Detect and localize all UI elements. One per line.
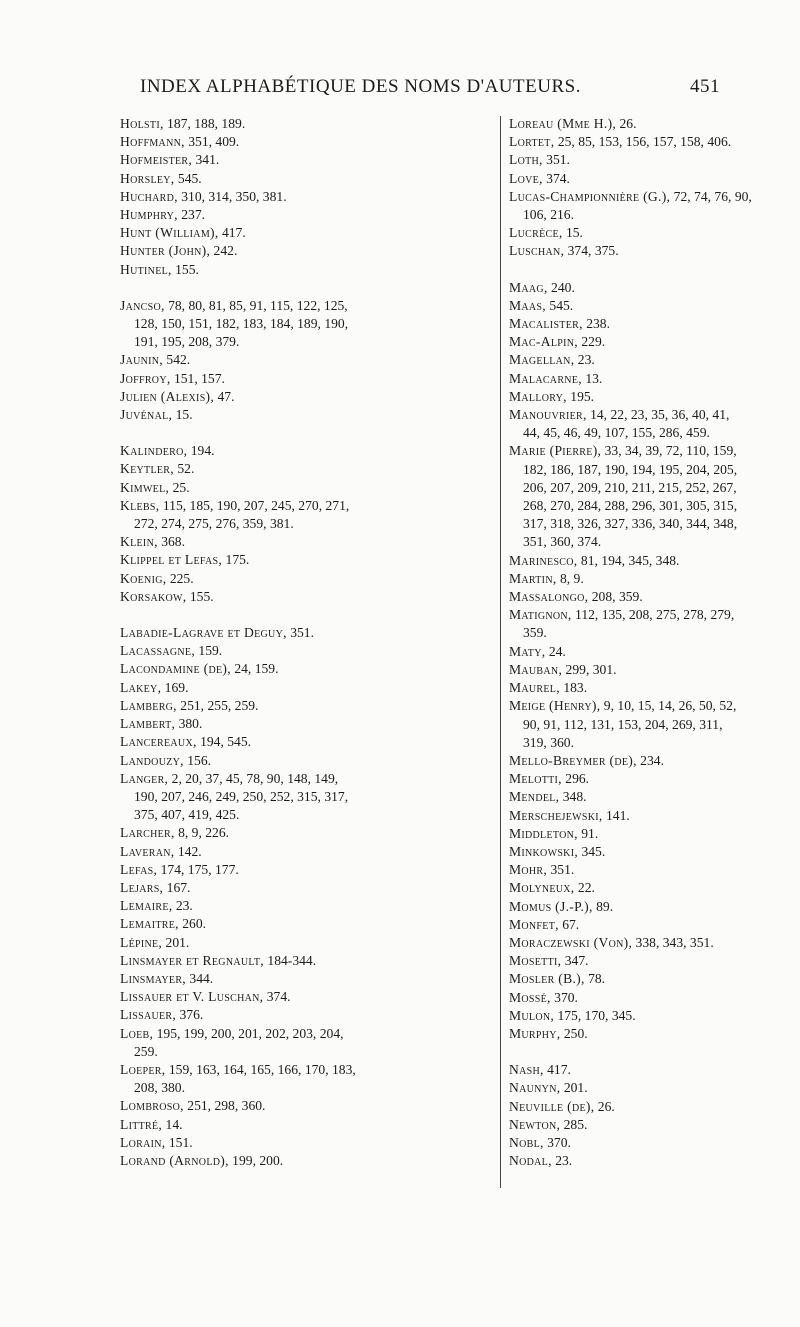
- index-entry: [509, 588, 800, 606]
- author-name: Loeb,: [120, 1025, 154, 1041]
- page-references: 14.: [162, 1116, 183, 1132]
- index-column-right: [509, 115, 800, 1170]
- page-references: 115, 185, 190, 207, 245, 270, 271, 272, 274, 275, 276, 359, 381.: [134, 497, 350, 532]
- page-references: 81, 194, 345, 348.: [577, 552, 680, 568]
- page-references: 26.: [616, 116, 637, 131]
- author-name: Lucrèce,: [509, 225, 563, 241]
- author-name: Hutinel,: [120, 261, 172, 277]
- index-entry: [509, 843, 800, 861]
- page-references: 201.: [560, 1080, 588, 1096]
- author-name: Lombroso,: [120, 1098, 184, 1114]
- author-name: Luschan,: [509, 243, 565, 259]
- author-name: Mulon,: [509, 1007, 555, 1023]
- author-name: Maas,: [509, 297, 546, 313]
- index-entry: [120, 1152, 492, 1170]
- page-references: 52.: [173, 461, 195, 477]
- author-name: Molyneux,: [509, 880, 575, 896]
- page-references: 89.: [592, 898, 614, 914]
- index-entry: [120, 370, 492, 388]
- page-references: 351, 409.: [184, 134, 240, 150]
- page-references: 169.: [161, 679, 189, 695]
- author-name: Maurel,: [509, 680, 560, 696]
- index-entry: [120, 297, 492, 352]
- author-name: Nash,: [509, 1062, 544, 1078]
- index-entry: [509, 606, 800, 642]
- index-entry: [120, 224, 492, 242]
- index-entry: [120, 733, 492, 751]
- author-name: Lambert,: [120, 716, 176, 732]
- author-name: Langer,: [120, 770, 169, 786]
- author-name: Loth,: [509, 152, 543, 168]
- index-entry: [509, 752, 800, 770]
- author-name: Mendel,: [509, 789, 560, 805]
- section-gap: [509, 1043, 800, 1061]
- page-references: 229.: [577, 334, 606, 350]
- author-name: Lamberg,: [120, 697, 177, 713]
- page-references: 184-344.: [264, 952, 317, 968]
- author-name: Magellan,: [509, 352, 575, 368]
- page-references: 368.: [157, 534, 185, 550]
- index-entry: [509, 1098, 800, 1116]
- author-name: Minkowski,: [509, 843, 579, 859]
- author-name: Klebs,: [120, 497, 160, 513]
- author-name: Merschejewski,: [509, 807, 603, 823]
- index-entry: [120, 497, 492, 533]
- index-entry: [509, 952, 800, 970]
- author-name: Klein,: [120, 534, 158, 550]
- author-name: Melotti,: [509, 771, 562, 787]
- author-name: Love,: [509, 170, 543, 186]
- author-name: Mac-Alpin,: [509, 334, 578, 350]
- page-references: 15.: [172, 407, 193, 423]
- page-references: 338, 343, 351.: [632, 934, 714, 950]
- page-references: 151, 157.: [170, 370, 225, 386]
- index-entry: [120, 406, 492, 424]
- author-name: Monfet,: [509, 916, 559, 932]
- index-entry: [120, 988, 492, 1006]
- index-entry: [509, 242, 800, 260]
- index-entry: [509, 370, 800, 388]
- author-name: Neuville (de),: [509, 1098, 595, 1114]
- index-entry: [120, 752, 492, 770]
- author-name: Lemaire,: [120, 898, 173, 914]
- index-entry: [509, 315, 800, 333]
- author-name: Larcher,: [120, 825, 175, 841]
- author-name: Klippel et Lefas,: [120, 552, 223, 568]
- page-references: 2, 20, 37, 45, 78, 90, 148, 149, 190, 207, 246, 249, 250, 252, 315, 317, 375, 407, 419, 425.: [134, 770, 349, 823]
- index-entry: [509, 643, 800, 661]
- page-references: 159.: [195, 643, 223, 659]
- index-entry: [120, 861, 492, 879]
- section-gap: [120, 279, 492, 297]
- page-references: 175.: [222, 552, 250, 568]
- page-references: 285.: [560, 1116, 588, 1132]
- index-entry: [509, 1007, 800, 1025]
- page-references: 156.: [183, 752, 212, 768]
- index-entry: [120, 624, 492, 642]
- author-name: Newton,: [509, 1116, 561, 1132]
- author-name: Lejars,: [120, 879, 164, 895]
- index-entry: [120, 952, 492, 970]
- author-name: Linsmayer,: [120, 970, 187, 986]
- page-references: 25.: [169, 479, 190, 495]
- author-name: Maty,: [509, 643, 546, 659]
- index-entry: [509, 770, 800, 788]
- page-number: 451: [690, 76, 720, 97]
- index-entry: [120, 188, 492, 206]
- index-entry: [509, 788, 800, 806]
- index-entry: [509, 224, 800, 242]
- index-entry: [509, 1025, 800, 1043]
- author-name: Malacarne,: [509, 370, 582, 386]
- author-name: Mello-Breymer (de),: [509, 752, 637, 768]
- page-references: 374.: [263, 989, 291, 1005]
- page-references: 208, 359.: [588, 589, 643, 605]
- author-name: Koenig,: [120, 570, 167, 586]
- page-references: 13.: [581, 370, 603, 386]
- author-name: Manouvrier,: [509, 407, 587, 423]
- index-entry: [120, 533, 492, 551]
- index-entry: [509, 1152, 800, 1170]
- index-entry: [120, 915, 492, 933]
- page-references: 15.: [562, 225, 583, 241]
- section-gap: [509, 261, 800, 279]
- author-name: Massalongo,: [509, 589, 589, 605]
- author-name: Maag,: [509, 279, 548, 295]
- page-references: 23.: [574, 352, 595, 368]
- index-entry: [509, 989, 800, 1007]
- index-entry: [509, 934, 800, 952]
- index-entry: [509, 1079, 800, 1097]
- index-column-left: [120, 115, 492, 1170]
- index-entry: [120, 551, 492, 569]
- index-entry: [509, 916, 800, 934]
- author-name: Loreau (Mme H.),: [509, 116, 617, 131]
- index-entry: [120, 1025, 492, 1061]
- page-references: 250.: [560, 1025, 588, 1041]
- page-references: 24.: [545, 643, 566, 659]
- index-entry: [509, 570, 800, 588]
- author-name: Matignon,: [509, 607, 572, 623]
- index-entry: [120, 115, 492, 133]
- author-name: Lacassagne,: [120, 643, 196, 659]
- author-name: Lorand (Arnold),: [120, 1152, 229, 1168]
- index-entry: [509, 970, 800, 988]
- author-name: Nobl,: [509, 1134, 544, 1150]
- author-name: Holsti,: [120, 116, 164, 131]
- page-references: 199, 200.: [228, 1152, 284, 1168]
- page-references: 155.: [186, 588, 214, 604]
- page-references: 112, 135, 208, 275, 278, 279, 359.: [523, 607, 735, 641]
- author-name: Littré,: [120, 1116, 163, 1132]
- page-references: 194.: [187, 443, 215, 459]
- author-name: Macalister,: [509, 316, 583, 332]
- page-references: 24, 159.: [230, 661, 279, 677]
- index-entry: [120, 460, 492, 478]
- author-name: Landouzy,: [120, 752, 184, 768]
- author-name: Lancereaux,: [120, 734, 197, 750]
- index-entry: [120, 588, 492, 606]
- index-entry: [509, 297, 800, 315]
- author-name: Lacondamine (de),: [120, 661, 231, 677]
- index-entry: [120, 479, 492, 497]
- page-references: 78, 80, 81, 85, 91, 115, 122, 125, 128, 150, 151, 182, 183, 184, 189, 190, 191, 195, 208, 379.: [134, 297, 349, 350]
- page-title: INDEX ALPHABÉTIQUE DES NOMS D'AUTEURS.: [140, 76, 581, 97]
- page-references: 14, 22, 23, 35, 36, 40, 41, 44, 45, 46, 49, 107, 155, 286, 459.: [523, 407, 730, 441]
- page-references: 25, 85, 153, 156, 157, 158, 406.: [554, 134, 732, 150]
- page-references: 374, 375.: [564, 243, 619, 259]
- author-name: Martin,: [509, 570, 557, 586]
- author-name: Moraczewski (Von),: [509, 934, 633, 950]
- author-name: Labadie-Lagrave et Deguy,: [120, 625, 287, 641]
- page-references: 347.: [561, 953, 589, 969]
- page-references: 310, 314, 350, 381.: [177, 188, 287, 204]
- page-references: 344.: [186, 970, 214, 986]
- page-references: 9, 10, 15, 14, 26, 50, 52, 90, 91, 112, 131, 153, 204, 269, 311, 319, 360.: [523, 698, 737, 750]
- index-entry: [120, 351, 492, 369]
- page-references: 542.: [163, 352, 191, 368]
- page-references: 299, 301.: [562, 661, 617, 677]
- page-references: 8, 9.: [556, 570, 584, 586]
- index-entry: [120, 843, 492, 861]
- index-entry: [120, 934, 492, 952]
- page-references: 194, 545.: [196, 734, 252, 750]
- page-references: 72, 74, 76, 90, 106, 216.: [523, 188, 752, 223]
- page-references: 234.: [636, 752, 664, 768]
- author-name: Middleton,: [509, 825, 578, 841]
- index-entry: [509, 679, 800, 697]
- page-references: 240.: [547, 279, 575, 295]
- page-references: 238.: [582, 316, 610, 332]
- author-name: Mohr,: [509, 862, 548, 878]
- page-references: 142.: [174, 843, 202, 859]
- index-entry: [120, 206, 492, 224]
- author-name: Kalindero,: [120, 443, 188, 459]
- page-references: 348.: [559, 789, 587, 805]
- author-name: Joffroy,: [120, 370, 171, 386]
- page-references: 175, 170, 345.: [554, 1007, 636, 1023]
- index-entry: [509, 115, 800, 133]
- index-entry: [509, 552, 800, 570]
- author-name: Murphy,: [509, 1025, 561, 1041]
- index-entry: [120, 1116, 492, 1134]
- index-entry: [509, 861, 800, 879]
- author-name: Lortet,: [509, 134, 555, 150]
- page-references: 201.: [162, 934, 190, 950]
- author-name: Linsmayer et Regnault,: [120, 952, 264, 968]
- page-references: 91.: [577, 825, 599, 841]
- page-references: 67.: [558, 916, 580, 932]
- page-references: 376.: [176, 1007, 204, 1023]
- page-references: 155.: [171, 261, 199, 277]
- index-entry: [509, 351, 800, 369]
- author-name: Hoffmann,: [120, 134, 185, 150]
- index-entry: [120, 261, 492, 279]
- page-references: 47.: [214, 388, 235, 404]
- author-name: Hunt (William),: [120, 225, 219, 241]
- author-name: Mosler (B.),: [509, 971, 585, 987]
- page-references: 374.: [542, 170, 570, 186]
- author-name: Momus (J.-P.),: [509, 898, 593, 914]
- page-references: 351.: [286, 625, 314, 641]
- page-references: 159, 163, 164, 165, 166, 170, 183, 208, 380.: [134, 1061, 356, 1096]
- page-references: 174, 175, 177.: [157, 861, 239, 877]
- author-name: Lépine,: [120, 934, 163, 950]
- page-references: 237.: [177, 207, 206, 223]
- index-entry: [120, 442, 492, 460]
- author-name: Hofmeister,: [120, 152, 193, 168]
- author-name: Lemaitre,: [120, 916, 179, 932]
- page-references: 225.: [166, 570, 194, 586]
- page-references: 242.: [210, 243, 238, 259]
- index-entry: [120, 697, 492, 715]
- index-entry: [120, 1097, 492, 1115]
- page-references: 195, 199, 200, 201, 202, 203, 204, 259.: [134, 1025, 344, 1059]
- page-references: 183.: [559, 680, 588, 696]
- index-entry: [509, 1061, 800, 1079]
- page-references: 370.: [550, 989, 578, 1005]
- page-references: 380.: [175, 716, 203, 732]
- page-references: 23.: [551, 1153, 573, 1169]
- index-entry: [120, 970, 492, 988]
- author-name: Kimwel,: [120, 479, 170, 495]
- page-references: 545.: [174, 170, 202, 186]
- page-references: 351.: [542, 152, 570, 168]
- page-references: 341.: [192, 152, 220, 168]
- page-references: 417.: [543, 1062, 571, 1078]
- index-entry: [509, 133, 800, 151]
- index-entry: [509, 170, 800, 188]
- index-entry: [509, 807, 800, 825]
- column-divider: [500, 116, 501, 1188]
- page-references: 26.: [594, 1098, 615, 1114]
- author-name: Lucas-Championnière (G.),: [509, 188, 671, 204]
- index-entry: [509, 1116, 800, 1134]
- section-gap: [120, 424, 492, 442]
- page-references: 187, 188, 189.: [163, 116, 246, 131]
- author-name: Lakey,: [120, 679, 162, 695]
- author-name: Humphry,: [120, 207, 178, 223]
- page-references: 22.: [574, 880, 595, 896]
- index-entry: [120, 570, 492, 588]
- page-references: 351.: [547, 862, 575, 878]
- page-references: 545.: [546, 297, 574, 313]
- index-entry: [120, 242, 492, 260]
- page-references: 417.: [218, 225, 246, 241]
- index-entry: [509, 442, 800, 551]
- author-name: Marie (Pierre),: [509, 443, 602, 459]
- index-entry: [509, 333, 800, 351]
- author-name: Lorain,: [120, 1134, 166, 1150]
- index-entry: [120, 1006, 492, 1024]
- index-entry: [120, 1134, 492, 1152]
- author-name: Laveran,: [120, 843, 175, 859]
- index-entry: [509, 1134, 800, 1152]
- author-name: Keytler,: [120, 461, 174, 477]
- page-references: 260.: [178, 916, 207, 932]
- index-entry: [509, 151, 800, 169]
- index-entry: [120, 642, 492, 660]
- index-entry: [120, 715, 492, 733]
- page-references: 78.: [584, 971, 606, 987]
- index-entry: [120, 170, 492, 188]
- author-name: Huchard,: [120, 188, 178, 204]
- index-entry: [509, 697, 800, 752]
- author-name: Jancso,: [120, 297, 165, 313]
- page-references: 251, 255, 259.: [176, 697, 259, 713]
- index-entry: [509, 188, 800, 224]
- page-references: 33, 34, 39, 72, 110, 159, 182, 186, 187, 190, 194, 195, 204, 205, 206, 207, 209, 210, 211, 215, 252, 267, 268, 270, 284, 288, 296, 301, 305, 315, 317, 318, 326, 327, 336, 340, 344, 348, 351, 360, 374.: [523, 443, 738, 550]
- author-name: Juvénal,: [120, 407, 173, 423]
- index-entry: [120, 897, 492, 915]
- author-name: Lissauer et V. Luschan,: [120, 989, 264, 1005]
- author-name: Mossé,: [509, 989, 551, 1005]
- index-entry: [120, 133, 492, 151]
- author-name: Marinesco,: [509, 552, 578, 568]
- index-entry: [509, 388, 800, 406]
- page-references: 296.: [561, 771, 590, 787]
- author-name: Horsley,: [120, 170, 175, 186]
- author-name: Lefas,: [120, 861, 158, 877]
- author-name: Hunter (John),: [120, 243, 211, 259]
- index-entry: [509, 279, 800, 297]
- author-name: Lissauer,: [120, 1007, 177, 1023]
- index-entry: [509, 825, 800, 843]
- page-references: 151.: [165, 1134, 193, 1150]
- section-gap: [120, 606, 492, 624]
- page-references: 141.: [602, 807, 630, 823]
- page-references: 167.: [163, 879, 191, 895]
- author-name: Mosetti,: [509, 953, 562, 969]
- page-references: 345.: [578, 843, 606, 859]
- index-entry: [120, 770, 492, 825]
- index-entry: [509, 879, 800, 897]
- index-entry: [509, 406, 800, 442]
- index-entry: [120, 151, 492, 169]
- page-references: 8, 9, 226.: [174, 825, 230, 841]
- index-entry: [120, 1061, 492, 1097]
- author-name: Loeper,: [120, 1061, 166, 1077]
- author-name: Mauban,: [509, 661, 563, 677]
- author-name: Nodal,: [509, 1153, 552, 1169]
- author-name: Korsakow,: [120, 588, 187, 604]
- index-entry: [509, 661, 800, 679]
- author-name: Julien (Alexis),: [120, 388, 215, 404]
- page-references: 251, 298, 360.: [183, 1098, 266, 1114]
- page-references: 370.: [543, 1134, 571, 1150]
- author-name: Jaunin,: [120, 352, 164, 368]
- index-entry: [120, 388, 492, 406]
- author-name: Mallory,: [509, 388, 567, 404]
- index-entry: [120, 879, 492, 897]
- author-name: Meige (Henry),: [509, 698, 601, 714]
- index-entry: [120, 660, 492, 678]
- page-references: 195.: [566, 388, 595, 404]
- author-name: Naunyn,: [509, 1080, 561, 1096]
- page-references: 23.: [172, 898, 193, 914]
- index-entry: [120, 679, 492, 697]
- index-entry: [120, 824, 492, 842]
- index-entry: [509, 898, 800, 916]
